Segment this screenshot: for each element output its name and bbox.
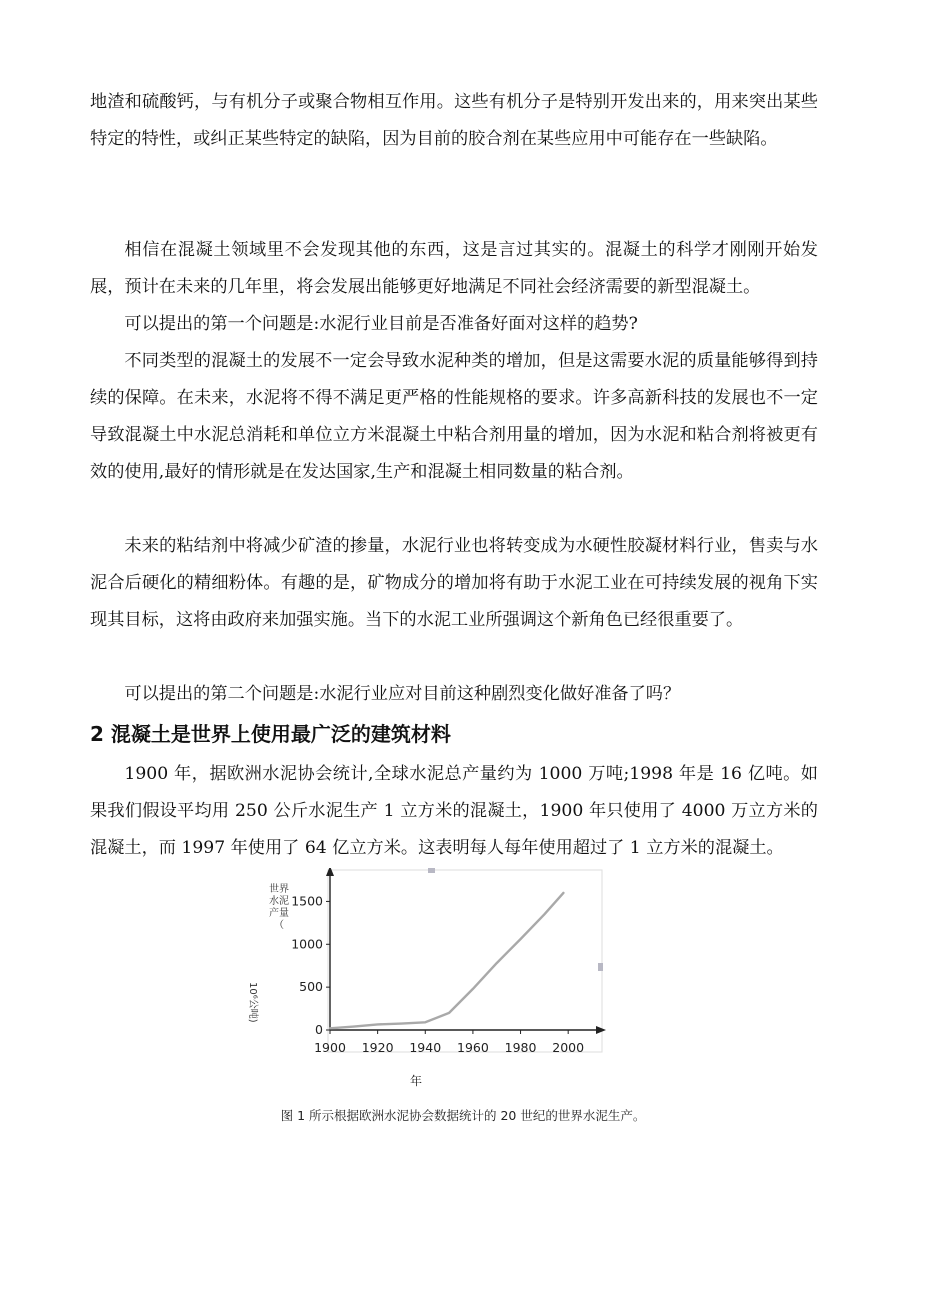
- data-point: [329, 1027, 331, 1029]
- y-tick-label: 1500: [291, 893, 323, 909]
- y-tick-label: 500: [299, 979, 323, 995]
- paragraph-4: 不同类型的混凝土的发展不一定会导致水泥种类的增加，但是这需要水泥的质量能够得到持续的保障。在未来，水泥将不得不满足更严格的性能规格的要求。许多高新科技的发展也不一定导致混凝土中水泥总消耗和单位立方米混凝土中粘合剂用量的增加，因为水泥和粘合剂将被更有效的使用,最好的情形就是在发达国家,生产和混凝土相同数量的粘合剂。: [90, 351, 818, 482]
- y-tick-label: 0: [315, 1022, 323, 1037]
- paragraph-6: 可以提出的第二个问题是:水泥行业应对目前这种剧烈变化做好准备了吗？: [124, 684, 681, 704]
- y-axis-arrow: [326, 868, 334, 876]
- chart-series: [329, 892, 564, 1029]
- data-point: [424, 1021, 426, 1023]
- chart-x-label: 年: [410, 1074, 423, 1088]
- cement-production-chart: [268, 868, 608, 1058]
- data-point: [520, 938, 522, 940]
- data-point: [496, 962, 498, 964]
- chart-handle-right: [598, 963, 603, 971]
- x-axis-arrow: [596, 1026, 606, 1034]
- x-tick-label: 1900: [314, 1040, 346, 1055]
- chart-handle-top: [428, 868, 435, 873]
- x-tick-label: 1940: [409, 1040, 442, 1055]
- paragraph-5: 未来的粘结剂中将减少矿渣的掺量，水泥行业也将转变成为水硬性胶凝材料行业，售卖与水泥合后硬化的精细粉体。有趣的是，矿物成分的增加将有助于水泥工业在可持续发展的视角下实现其目标，这将由政府来加强实施。当下的水泥工业所强调这个新角色已经很重要了。: [90, 536, 818, 630]
- data-point: [353, 1026, 355, 1028]
- data-point: [401, 1023, 403, 1025]
- paragraph-3: 可以提出的第一个问题是:水泥行业目前是否准备好面对这样的趋势?: [124, 314, 638, 334]
- x-tick-label: 1920: [361, 1040, 394, 1055]
- section-paragraph: 1900 年，据欧洲水泥协会统计,全球水泥总产量约为 1000 万吨;1998 年是 16 亿吨。如果我们假设平均用 250 公斤水泥生产 1 立方米的混凝土，1900 年只使用了 4000 万立方米的混凝土，而 1997 年使用了 64 亿立方米。这表明每人每年使用超过了 1 立方米的混凝土。: [90, 764, 818, 858]
- data-point: [563, 892, 565, 894]
- figure-caption: 图 1 所示根据欧洲水泥协会数据统计的 20 世纪的世界水泥生产。: [280, 1108, 646, 1123]
- paragraph-2: 相信在混凝土领域里不会发现其他的东西，这是言过其实的。混凝土的科学才刚刚开始发展，预计在未来的几年里，将会发展出能够更好地满足不同社会经济需要的新型混凝土。: [90, 240, 818, 297]
- x-tick-label: 1960: [457, 1040, 489, 1055]
- series-line: [330, 893, 563, 1028]
- x-tick-label: 2000: [552, 1040, 585, 1055]
- x-tick-label: 1980: [504, 1040, 537, 1055]
- section-heading: 2 混凝土是世界上使用最广泛的建筑材料: [90, 722, 451, 746]
- y-tick-label: 1000: [291, 936, 323, 952]
- data-point: [544, 913, 546, 915]
- chart-y-label: 世界水泥产量（: [269, 884, 289, 931]
- chart-y-label-unit: 10⁶公吨): [247, 982, 258, 1023]
- paragraph-1: 地渣和硫酸钙，与有机分子或聚合物相互作用。这些有机分子是特别开发出来的，用来突出某些特定的特性，或纠正某些特定的缺陷，因为目前的胶合剂在某些应用中可能存在一些缺陷。: [90, 92, 818, 149]
- data-point: [448, 1012, 450, 1014]
- data-point: [377, 1024, 379, 1026]
- data-point: [472, 988, 474, 990]
